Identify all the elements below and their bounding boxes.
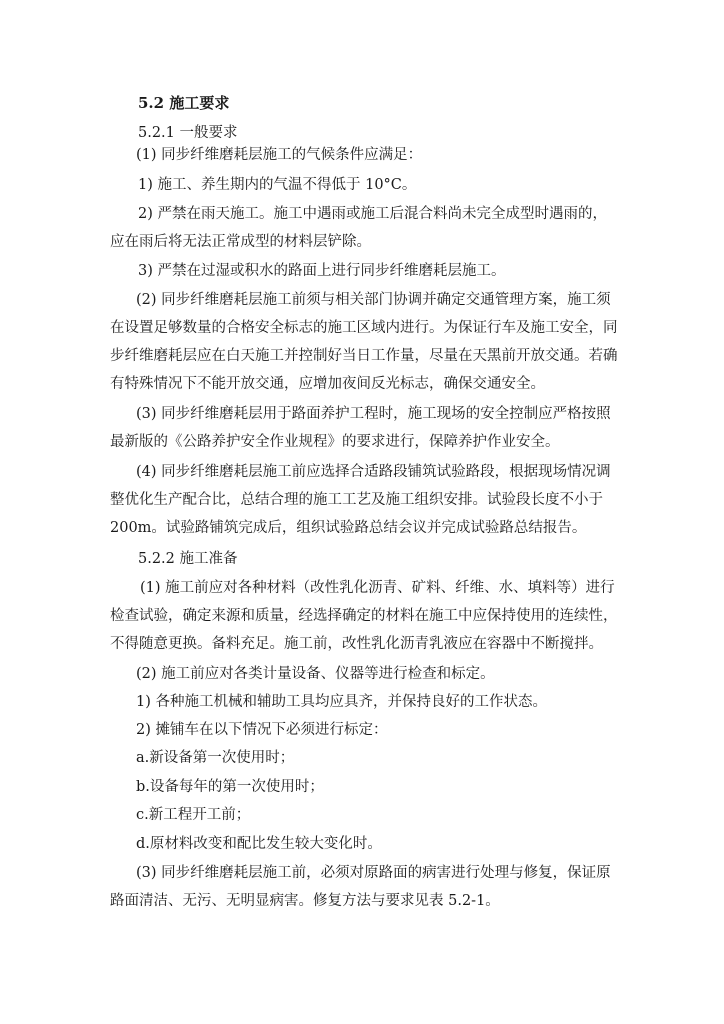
paragraph-line: (4) 同步纤维磨耗层施工前应选择合适路段铺筑试验路段，根据现场情况调 — [136, 464, 611, 480]
list-item: 3) 严禁在过湿或积水的路面上进行同步纤维磨耗层施工。 — [138, 263, 506, 279]
list-item: 1) 施工、养生期内的气温不得低于 10°C。 — [138, 177, 417, 193]
paragraph-line: 整优化生产配合比，总结合理的施工工艺及施工组织安排。试验段长度不小于 — [110, 492, 603, 508]
subsection-heading-preparation: 5.2.2 施工准备 — [138, 551, 238, 567]
paragraph-line: (1) 同步纤维磨耗层施工的气候条件应满足： — [136, 147, 423, 163]
list-item: a.新设备第一次使用时； — [136, 750, 295, 766]
paragraph-line: 步纤维磨耗层应在白天施工并控制好当日工作量，尽量在天黑前开放交通。若确 — [110, 348, 618, 364]
paragraph-line: 200m。试验路铺筑完成后，组织试验路总结会议并完成试验路总结报告。 — [110, 520, 587, 536]
paragraph-line: 在设置足够数量的合格安全标志的施工区域内进行。为保证行车及施工安全，同 — [110, 320, 618, 336]
paragraph-line: 路面清洁、无污、无明显病害。修复方法与要求见表 5.2-1。 — [110, 893, 500, 909]
paragraph-line: (2) 施工前应对各类计量设备、仪器等进行检查和标定。 — [136, 666, 495, 682]
subsection-heading-general: 5.2.1 一般要求 — [138, 125, 238, 141]
paragraph-line: (3) 同步纤维磨耗层施工前，必须对原路面的病害进行处理与修复，保证原 — [136, 865, 611, 881]
paragraph-line: 最新版的《公路养护安全作业规程》的要求进行，保障养护作业安全。 — [110, 434, 560, 450]
paragraph-line: (1) 施工前应对各种材料（改性乳化沥青、矿料、纤维、水、填料等）进行 — [140, 580, 615, 596]
list-item: c.新工程开工前； — [136, 807, 251, 823]
section-heading: 5.2 施工要求 — [138, 94, 230, 112]
paragraph-line: (3) 同步纤维磨耗层用于路面养护工程时，施工现场的安全控制应严格按照 — [136, 406, 611, 422]
list-item: 2) 摊铺车在以下情况下必须进行标定： — [136, 722, 388, 738]
list-item-continuation: 应在雨后将无法正常成型的材料层铲除。 — [110, 234, 371, 250]
paragraph-line: 有特殊情况下不能开放交通，应增加夜间反光标志，确保交通安全。 — [110, 376, 545, 392]
list-item: 1) 各种施工机械和辅助工具均应具齐，并保持良好的工作状态。 — [136, 694, 547, 710]
list-item: b.设备每年的第一次使用时； — [136, 779, 324, 795]
list-item: 2) 严禁在雨天施工。施工中遇雨或施工后混合料尚未完全成型时遇雨的， — [138, 206, 607, 222]
paragraph-line: 检查试验，确定来源和质量，经选择确定的材料在施工中应保持使用的连续性， — [110, 608, 618, 624]
list-item: d.原材料改变和配比发生较大变化时。 — [136, 836, 382, 852]
paragraph-line: 不得随意更换。备料充足。施工前，改性乳化沥青乳液应在容器中不断搅拌。 — [110, 636, 603, 652]
paragraph-line: (2) 同步纤维磨耗层施工前须与相关部门协调并确定交通管理方案，施工须 — [136, 292, 611, 308]
